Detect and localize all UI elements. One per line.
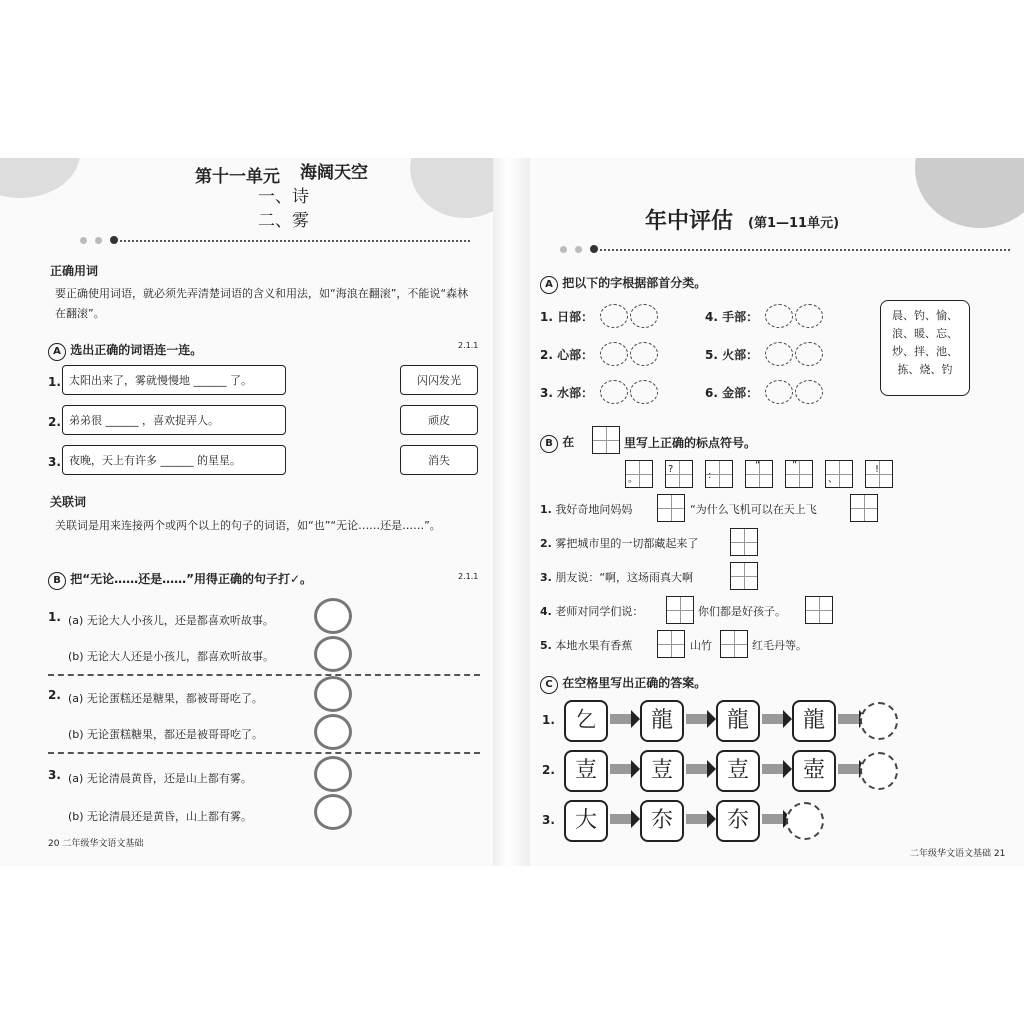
answer-box[interactable] — [657, 494, 685, 522]
radical-label: 1. 日部： — [540, 310, 594, 324]
left-page — [0, 158, 493, 866]
answer-circle[interactable] — [786, 802, 824, 840]
match-word[interactable]: 闪闪发光 — [400, 365, 478, 395]
section-letter: B — [540, 435, 558, 453]
glyph-box: 夵 — [716, 800, 760, 842]
punct-item: 4. 老师对同学们说： — [540, 605, 644, 618]
section-b-heading — [48, 570, 312, 590]
match-word[interactable]: 消失 — [400, 445, 478, 475]
answer-box[interactable] — [730, 562, 758, 590]
usage-heading: 正确用词 — [50, 264, 99, 278]
option-b: (b) 无论大人还是小孩儿，都喜欢听故事。 — [68, 650, 275, 663]
arrow-icon — [610, 814, 632, 824]
tick-circle[interactable] — [314, 676, 352, 712]
answer-circle[interactable] — [630, 342, 658, 366]
lesson-2: 二、雾 — [258, 211, 309, 231]
arrow-icon — [838, 764, 860, 774]
arrow-icon — [610, 764, 632, 774]
section-letter: C — [540, 676, 558, 694]
skill-code: 2.1.1 — [458, 572, 479, 581]
match-sentence: 夜晚，天上有许多 ______ 的星星。 — [62, 445, 286, 475]
answer-circle[interactable] — [860, 702, 898, 740]
option-b: (b) 无论蛋糕糖果，都还是被哥哥吃了。 — [68, 728, 264, 741]
match-sentence: 弟弟很 ______ ，喜欢捉弄人。 — [62, 405, 286, 435]
page-title: 年中评估 — [645, 209, 734, 234]
lesson-1: 一、诗 — [258, 187, 309, 207]
glyph-box: 龍 — [792, 700, 836, 742]
arrow-icon — [686, 814, 708, 824]
section-a-heading — [48, 341, 202, 361]
punct-item: 1. 我好奇地问妈妈 — [540, 503, 633, 516]
item-num: 3. — [48, 768, 61, 782]
answer-circle[interactable] — [765, 304, 793, 328]
answer-circle[interactable] — [630, 304, 658, 328]
punct-item: 5. 本地水果有香蕉 — [540, 639, 633, 652]
arrow-icon — [686, 764, 708, 774]
decor — [560, 246, 567, 253]
answer-circle[interactable] — [630, 380, 658, 404]
answer-box[interactable] — [720, 630, 748, 658]
decor — [95, 237, 102, 244]
answer-box[interactable] — [850, 494, 878, 522]
section-letter: B — [48, 572, 66, 590]
divider — [48, 752, 480, 754]
section-letter: A — [48, 343, 66, 361]
answer-circle[interactable] — [795, 304, 823, 328]
item-num: 3. — [48, 455, 61, 469]
glyph-box: 龍 — [640, 700, 684, 742]
glyph-box: 壴 — [564, 750, 608, 792]
punct-box — [785, 460, 813, 488]
glyph-box: 夵 — [640, 800, 684, 842]
page-footer: 二年级华文语文基础 21 — [910, 849, 1006, 859]
glyph-box: 𠃉 — [564, 700, 608, 742]
tick-circle[interactable] — [314, 714, 352, 750]
usage-text: 要正确使用词语，就必须先弄清楚词语的含义和用法，如“海浪在翻滚”，不能说“森林在翻滚”。 — [55, 287, 469, 320]
arrow-icon — [762, 764, 784, 774]
tick-circle[interactable] — [314, 636, 352, 672]
radical-label: 5. 火部： — [705, 348, 759, 362]
answer-circle[interactable] — [795, 380, 823, 404]
divider — [600, 243, 1010, 251]
divider — [48, 674, 480, 676]
section-letter: A — [540, 276, 558, 294]
decor — [410, 158, 493, 218]
answer-box[interactable] — [657, 630, 685, 658]
arrow-icon — [762, 714, 784, 724]
arrow-icon — [838, 714, 860, 724]
divider — [120, 234, 470, 242]
gutter — [493, 158, 530, 866]
decor — [915, 158, 1024, 228]
option-a: (a) 无论蛋糕还是糖果，都被哥哥吃了。 — [68, 692, 263, 705]
answer-circle[interactable] — [600, 380, 628, 404]
option-a: (a) 无论清晨黄昏，还是山上都有雾。 — [68, 772, 252, 785]
decor — [0, 158, 80, 198]
match-sentence: 太阳出来了，雾就慢慢地 ______ 了。 — [62, 365, 286, 395]
section-b-instruction: 里写上正确的标点符号。 — [624, 436, 757, 450]
item-num: 2. — [48, 415, 61, 429]
decor — [80, 237, 87, 244]
radical-label: 6. 金部： — [705, 386, 759, 400]
section-b-instruction: 把“无论……还是……”用得正确的句子打✓。 — [70, 572, 313, 586]
answer-circle[interactable] — [795, 342, 823, 366]
conj-heading: 关联词 — [50, 495, 87, 509]
punct-sample-box — [592, 426, 620, 454]
decor — [590, 245, 598, 253]
match-word[interactable]: 顽皮 — [400, 405, 478, 435]
unit-name: 海阔天空 — [300, 163, 368, 183]
radical-label: 4. 手部： — [705, 310, 759, 324]
answer-box[interactable] — [805, 596, 833, 624]
tick-circle[interactable] — [314, 794, 352, 830]
unit-title: 第十一单元 — [195, 167, 280, 187]
punct-item: 3. 朋友说：“啊，这场雨真大啊 — [540, 571, 694, 584]
item-num: 1. — [48, 610, 61, 624]
radical-label: 3. 水部： — [540, 386, 594, 400]
answer-circle[interactable] — [765, 380, 793, 404]
section-a-instruction: 选出正确的词语连一连。 — [70, 343, 203, 357]
arrow-icon — [686, 714, 708, 724]
answer-box[interactable] — [730, 528, 758, 556]
glyph-box: 壴 — [716, 750, 760, 792]
decor — [110, 236, 118, 244]
section-a-instruction: 把以下的字根据部首分类。 — [562, 276, 707, 290]
page-title-sub: (第1—11单元) — [748, 216, 840, 231]
section-c-heading: C 在空格里写出正确的答案。 — [540, 674, 706, 694]
arrow-icon — [610, 714, 632, 724]
answer-circle[interactable] — [600, 304, 628, 328]
answer-circle[interactable] — [600, 342, 628, 366]
radical-label: 2. 心部： — [540, 348, 594, 362]
tick-circle[interactable] — [314, 756, 352, 792]
glyph-box: 龍 — [716, 700, 760, 742]
conj-text: 关联词是用来连接两个或两个以上的句子的词语，如“也”“无论……还是……”。 — [55, 519, 441, 532]
answer-circle[interactable] — [765, 342, 793, 366]
word-bank: 晨、钓、愉、 浪、暖、忘、 炒、拌、池、 拣、烧、钓 — [880, 300, 970, 396]
item-num: 2. — [48, 688, 61, 702]
right-page: 年中评估 (第1—11单元) A 把以下的字根据部首分类。 1. 日部： 4. 手部： 2. 心部： 5. 火部： 3. 水部： 6. 金部： 晨、钓、愉、 浪、暖、忘、 炒、拌、池、 拣、烧、钓 B 在 里写上正确的标点符号。 。 ? : “ ” 、 ! 1. 我好奇地问妈妈 “为什么飞机可以在天上飞 2. 雾把城市里的一切都藏起来了 3. 朋友说：“啊，这场雨真大啊 4. 老师对同学们说： 你们都是好孩子。 5. 本地水果有香蕉 山竹 红毛丹等。 C 在空格里写出正确的答案。 1. 𠃉 龍 龍 龍 2. 壴 壴 壴 壺 3. 大 夵 夵 二年级华文语文基础 21 — [530, 158, 1024, 866]
section-b-heading: B 在 — [540, 433, 574, 453]
decor — [575, 246, 582, 253]
item-num: 1. — [48, 375, 61, 389]
answer-circle[interactable] — [860, 752, 898, 790]
option-b: (b) 无论清晨还是黄昏，山上都有雾。 — [68, 810, 253, 823]
answer-box[interactable] — [666, 596, 694, 624]
punct-item: 2. 雾把城市里的一切都藏起来了 — [540, 537, 699, 550]
glyph-box: 大 — [564, 800, 608, 842]
option-a: (a) 无论大人小孩儿，还是都喜欢听故事。 — [68, 614, 274, 627]
glyph-box: 壺 — [792, 750, 836, 792]
skill-code: 2.1.1 — [458, 341, 479, 350]
section-a-heading — [540, 274, 706, 294]
arrow-icon — [762, 814, 784, 824]
page-footer: 20 二年级华文语文基础 — [48, 839, 144, 849]
tick-circle[interactable] — [314, 598, 352, 634]
glyph-box: 壴 — [640, 750, 684, 792]
